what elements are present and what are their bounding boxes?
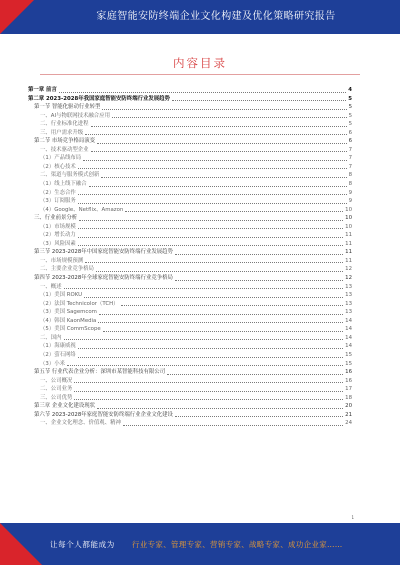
toc-entry-page: 5	[348, 112, 352, 119]
toc-entry-title: 一、概述	[40, 283, 62, 290]
toc-dot-leader	[103, 331, 343, 332]
toc-entry-title: 三、用户需求升级	[40, 129, 84, 136]
toc-entry-page: 16	[345, 377, 352, 384]
toc-entry[interactable]	[28, 146, 352, 155]
toc-entry-page: 4	[348, 87, 352, 93]
toc-entry[interactable]	[28, 112, 352, 121]
toc-entry[interactable]	[28, 385, 352, 394]
toc-dot-leader	[101, 177, 346, 178]
toc-dot-leader	[91, 126, 347, 127]
toc-entry-title: 二、主要企业竞争格局	[40, 266, 94, 273]
page-header	[0, 0, 400, 34]
toc-dot-leader	[112, 117, 347, 118]
toc-entry-page: 24	[345, 420, 352, 427]
toc-entry-page: 10	[345, 215, 352, 222]
toc-entry[interactable]	[28, 86, 352, 95]
toc-entry[interactable]	[28, 283, 352, 292]
toc-entry-page: 14	[345, 326, 352, 333]
toc-entry-title: （1）线上线下融合	[40, 181, 87, 188]
toc-entry-page: 14	[345, 317, 352, 324]
toc-entry-title: 第三章 企业文化建设现状	[34, 403, 96, 410]
toc-dot-leader	[78, 194, 347, 195]
toc-dot-leader	[78, 203, 347, 204]
toc-entry[interactable]	[28, 154, 352, 163]
table-of-contents	[28, 86, 352, 428]
toc-entry-title: 三、行业前景分析	[34, 215, 78, 222]
toc-entry-page: 17	[345, 386, 352, 393]
toc-entry[interactable]	[28, 163, 352, 172]
toc-entry-title: （4）Google、Netflix、Amazon	[40, 206, 124, 213]
toc-entry[interactable]	[28, 317, 352, 326]
toc-entry-page: 14	[345, 334, 352, 341]
toc-entry[interactable]	[28, 274, 352, 283]
toc-dot-leader	[83, 160, 346, 161]
toc-entry-title: 二、公司业务	[40, 386, 73, 393]
toc-entry[interactable]	[28, 257, 352, 266]
toc-entry-title: （3）风险因素	[40, 240, 76, 247]
toc-entry-page: 10	[345, 223, 352, 230]
header-accent-triangle	[0, 0, 34, 34]
toc-entry-page: 9	[348, 189, 352, 196]
toc-entry-page: 13	[345, 292, 352, 299]
footer-expert-list: 行业专家、管理专家、营销专家、战略专家、成功企业家……	[132, 540, 343, 549]
footer-slogan: 让每个人都能成为	[50, 540, 115, 549]
toc-entry[interactable]	[28, 402, 352, 411]
toc-entry-page: 9	[348, 198, 352, 205]
toc-dot-leader	[172, 100, 346, 101]
toc-entry-title: （1）市场规模	[40, 223, 76, 230]
toc-entry-title: （3）订阅服务	[40, 198, 76, 205]
toc-dot-leader	[67, 365, 343, 366]
toc-dot-leader	[98, 322, 343, 323]
toc-entry-page: 13	[345, 300, 352, 307]
toc-entry-page: 14	[345, 343, 352, 350]
toc-entry-title: 第五节 行业代表企业分析：深圳市某智能科技有限公司	[34, 369, 166, 376]
toc-entry[interactable]	[28, 206, 352, 215]
toc-dot-leader	[97, 408, 343, 409]
toc-dot-leader	[79, 220, 343, 221]
toc-entry-page: 5	[348, 121, 352, 128]
toc-entry-title: （1）海康威视	[40, 343, 76, 350]
toc-entry-title: 一、市场规模预测	[40, 257, 84, 264]
toc-entry-page: 8	[348, 172, 352, 179]
toc-entry-title: 二、行业标准化进程	[40, 121, 89, 128]
toc-entry-page: 7	[348, 163, 352, 170]
toc-entry-title: 二、渠道与服务模式创新	[40, 172, 100, 179]
toc-dot-leader	[78, 168, 347, 169]
toc-entry[interactable]	[28, 300, 352, 309]
toc-dot-leader	[175, 254, 343, 255]
toc-entry[interactable]	[28, 180, 352, 189]
toc-entry[interactable]	[28, 171, 352, 180]
toc-entry-page: 16	[345, 369, 352, 376]
toc-entry[interactable]	[28, 342, 352, 351]
toc-entry-title: 一、企业文化理念、价值观、精神	[40, 420, 121, 427]
toc-dot-leader	[74, 382, 343, 383]
toc-entry-page: 11	[345, 249, 352, 256]
toc-entry[interactable]	[28, 360, 352, 369]
toc-entry-title: （4）韩国 KaonMedia	[40, 317, 97, 324]
toc-entry[interactable]	[28, 351, 352, 360]
toc-entry-page: 7	[348, 146, 352, 153]
toc-entry[interactable]	[28, 377, 352, 386]
toc-entry-page: 6	[348, 129, 352, 136]
toc-entry-page: 11	[345, 240, 352, 247]
toc-dot-leader	[85, 262, 343, 263]
toc-entry-page: 15	[345, 351, 352, 358]
toc-entry-title: （2）法国 Technicolor（TCH）	[40, 300, 119, 307]
toc-entry-title: 二、国内	[40, 334, 62, 341]
toc-entry[interactable]	[28, 308, 352, 317]
toc-entry-title: 一、技术驱动型企业	[40, 146, 89, 153]
report-title: 家庭智能安防终端企业文化构建及优化策略研究报告	[96, 11, 336, 22]
toc-dot-leader	[97, 143, 347, 144]
toc-dot-leader	[175, 280, 343, 281]
toc-dot-leader	[59, 92, 346, 93]
toc-dot-leader	[78, 245, 343, 246]
toc-entry-page: 12	[345, 266, 352, 273]
toc-entry-title: 第三节 2023-2028年中国家庭智能安防终端行业发展趋势	[34, 249, 173, 256]
toc-entry[interactable]	[28, 334, 352, 343]
toc-entry-page: 11	[345, 232, 352, 239]
footer-accent-triangle	[0, 523, 42, 565]
toc-entry[interactable]	[28, 411, 352, 420]
toc-entry[interactable]	[28, 197, 352, 206]
toc-heading: 内容目录	[173, 56, 227, 70]
toc-dot-leader	[123, 425, 343, 426]
toc-dot-leader	[167, 374, 343, 375]
toc-entry-title: （2）增长动力	[40, 232, 76, 239]
toc-entry-page: 5	[348, 104, 352, 111]
toc-dot-leader	[91, 151, 347, 152]
toc-dot-leader	[84, 297, 343, 298]
toc-dot-leader	[74, 391, 343, 392]
toc-entry-title: 一、AI与物联网技术融合应用	[40, 112, 110, 119]
toc-entry-page: 13	[345, 283, 352, 290]
toc-entry-page: 13	[345, 309, 352, 316]
toc-entry[interactable]	[28, 231, 352, 240]
toc-dot-leader	[102, 109, 346, 110]
toc-entry[interactable]	[28, 214, 352, 223]
toc-dot-leader	[78, 228, 343, 229]
toc-entry[interactable]	[28, 394, 352, 403]
toc-entry-title: 第一节 智能化驱动行业转型	[34, 104, 101, 111]
toc-dot-leader	[78, 348, 343, 349]
toc-entry[interactable]	[28, 419, 352, 428]
toc-dot-leader	[78, 237, 343, 238]
toc-entry[interactable]	[28, 189, 352, 198]
toc-entry-title: 第六节 2023-2028年家庭智能安防终端行业企业文化建设	[34, 411, 173, 418]
toc-entry-title: （2）生态合作	[40, 189, 76, 196]
toc-dot-leader	[64, 339, 344, 340]
toc-entry-page: 7	[348, 155, 352, 162]
toc-entry-page: 8	[348, 181, 352, 188]
toc-entry-page: 10	[345, 206, 352, 213]
toc-entry-title: 第一章 前言	[28, 87, 57, 93]
toc-dot-leader	[175, 416, 343, 417]
toc-dot-leader	[99, 314, 343, 315]
toc-entry-title: 第二章 2023-2028年我国家庭智能安防终端行业发展趋势	[28, 95, 170, 102]
toc-dot-leader	[96, 271, 343, 272]
toc-entry[interactable]	[28, 248, 352, 257]
toc-entry[interactable]	[28, 137, 352, 146]
toc-dot-leader	[125, 211, 343, 212]
toc-entry-title: 第四节 2023-2028年全球家庭智能安防终端行业竞争格局	[34, 275, 173, 282]
toc-entry-title: （1）美国 ROKU	[40, 292, 83, 299]
toc-dot-leader	[78, 357, 343, 358]
toc-entry[interactable]	[28, 120, 352, 129]
toc-entry[interactable]	[28, 129, 352, 138]
toc-entry[interactable]	[28, 95, 352, 104]
toc-entry-title: （3）小米	[40, 360, 65, 367]
toc-entry[interactable]	[28, 265, 352, 274]
toc-entry-title: 一、公司概况	[40, 377, 73, 384]
toc-entry-title: （3）美国 Sagemcom	[40, 309, 97, 316]
toc-entry-title: 第二节 市场竞争格局演变	[34, 138, 96, 145]
toc-dot-leader	[74, 399, 343, 400]
toc-entry-page: 15	[345, 360, 352, 367]
page-footer	[0, 523, 400, 565]
toc-entry[interactable]	[28, 368, 352, 377]
toc-entry-page: 12	[345, 275, 352, 282]
toc-entry-title: 三、公司优势	[40, 394, 73, 401]
toc-entry[interactable]	[28, 103, 352, 112]
toc-dot-leader	[85, 134, 346, 135]
toc-entry[interactable]	[28, 291, 352, 300]
toc-dot-leader	[121, 305, 344, 306]
toc-entry[interactable]	[28, 240, 352, 249]
toc-entry-title: （2）核心技术	[40, 163, 76, 170]
toc-entry-title: （5）美国 CommScope	[40, 326, 101, 333]
toc-entry-title: （2）萤石网络	[40, 351, 76, 358]
toc-entry-page: 20	[345, 403, 352, 410]
toc-entry-page: 18	[345, 394, 352, 401]
toc-entry-page: 21	[345, 411, 352, 418]
toc-entry[interactable]	[28, 223, 352, 232]
page-number: 1	[351, 515, 354, 520]
toc-dot-leader	[64, 288, 344, 289]
toc-entry-page: 5	[348, 95, 352, 102]
toc-entry-title: （1）产品线布局	[40, 155, 82, 162]
toc-entry-page: 11	[345, 257, 352, 264]
heading-divider	[40, 74, 360, 75]
toc-dot-leader	[89, 186, 347, 187]
toc-entry[interactable]	[28, 325, 352, 334]
toc-entry-page: 6	[348, 138, 352, 145]
